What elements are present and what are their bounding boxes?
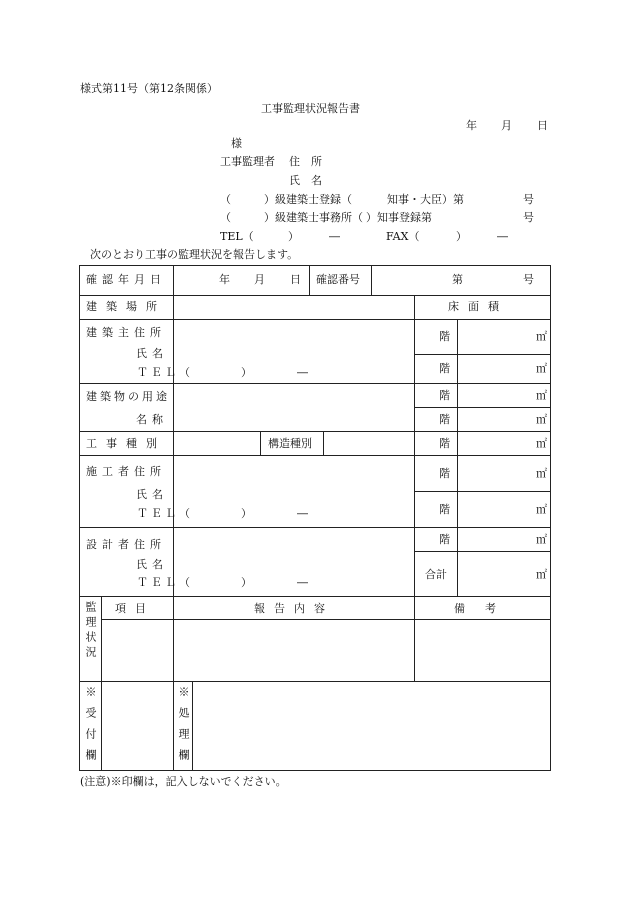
floor-label: 階 — [439, 413, 450, 426]
site-label: 建築場所 — [86, 300, 166, 313]
owner-tel-close: ） — [241, 366, 252, 379]
report-form-table — [79, 265, 551, 771]
area-unit: ㎡ — [536, 568, 547, 581]
area-unit: ㎡ — [536, 533, 547, 546]
area-unit: ㎡ — [536, 413, 547, 426]
floor-label: 階 — [439, 533, 450, 546]
footer-note: (注意)※印欄は，記入しないでください。 — [80, 775, 287, 788]
area-unit: ㎡ — [536, 389, 547, 402]
tel-close: ） — [288, 230, 299, 243]
bldg-name-label: 名称 — [136, 413, 168, 426]
designer-tel-close: ） — [241, 576, 252, 589]
registration-line1-c: 号 — [523, 193, 534, 206]
report-header: 報告内容 — [254, 602, 334, 615]
registration-line1-b: 知事・大臣）第 — [387, 193, 464, 206]
designer-tel-label: ＴＥＬ — [137, 576, 179, 589]
registration-line2-a: （ ）級建築士事務所（ — [220, 211, 363, 224]
intro-text: 次のとおり工事の監理状況を報告します。 — [90, 248, 299, 261]
owner-name-label: 氏名 — [136, 347, 168, 360]
item-header: 項目 — [115, 602, 155, 615]
contractor-name-label: 氏名 — [136, 488, 168, 501]
total-label: 合計 — [425, 568, 447, 581]
process-label: ※処理欄 — [177, 686, 190, 770]
floor-label: 階 — [439, 389, 450, 402]
area-unit: ㎡ — [536, 330, 547, 343]
tel-dash: ― — [329, 230, 340, 243]
designer-tel-dash: ― — [297, 576, 308, 589]
area-unit: ㎡ — [536, 437, 547, 450]
date-year: 年 — [466, 119, 477, 132]
remarks-header: 備考 — [454, 602, 516, 615]
floor-area-label: 床面積 — [448, 300, 508, 313]
document-title: 工事監理状況報告書 — [261, 102, 360, 115]
designer-address-label: 設計者住所 — [86, 538, 166, 551]
date-month: 月 — [501, 119, 512, 132]
confirm-number-label: 確認番号 — [316, 273, 360, 286]
supervisor-label: 工事監理者 — [220, 155, 275, 168]
contractor-address-label: 施工者住所 — [86, 465, 166, 478]
confirm-date-label: 確認年月日 — [86, 273, 166, 286]
registration-line1-a: （ ）級建築士登録（ — [220, 193, 352, 206]
contractor-tel-close: ） — [241, 507, 252, 520]
confirm-day: 日 — [290, 273, 301, 286]
confirm-year: 年 — [219, 273, 230, 286]
confirm-no-prefix: 第 — [452, 273, 463, 286]
area-unit: ㎡ — [536, 362, 547, 375]
contractor-tel-dash: ― — [297, 507, 308, 520]
form-number: 様式第11号（第12条関係） — [80, 82, 218, 95]
date-day: 日 — [537, 119, 548, 132]
supervisor-name-label: 氏 名 — [289, 174, 322, 187]
tel-label: TEL（ — [220, 230, 254, 243]
receipt-label: ※受付欄 — [84, 686, 97, 770]
owner-address-label: 建築主住所 — [86, 326, 166, 339]
confirm-no-suffix: 号 — [523, 273, 534, 286]
registration-line2-c: 号 — [523, 211, 534, 224]
structure-label: 構造種別 — [268, 437, 312, 450]
owner-tel-dash: ― — [297, 366, 308, 379]
floor-label: 階 — [439, 362, 450, 375]
contractor-tel-open: （ — [179, 507, 190, 520]
confirm-month: 月 — [254, 273, 265, 286]
fax-dash: ― — [497, 230, 508, 243]
fax-close: ） — [456, 230, 467, 243]
designer-name-label: 氏名 — [136, 558, 168, 571]
registration-line2-b: ）知事登録第 — [366, 211, 432, 224]
fax-label: FAX（ — [386, 230, 420, 243]
contractor-tel-label: ＴＥＬ — [137, 507, 179, 520]
floor-label: 階 — [439, 503, 450, 516]
owner-tel-label: ＴＥＬ — [137, 366, 179, 379]
floor-label: 階 — [439, 467, 450, 480]
designer-tel-open: （ — [179, 576, 190, 589]
supervision-label: 監理状況 — [84, 601, 97, 661]
floor-label: 階 — [439, 437, 450, 450]
area-unit: ㎡ — [536, 503, 547, 516]
use-label: 建築物の用途 — [86, 390, 170, 403]
floor-label: 階 — [439, 330, 450, 343]
addressee-suffix: 様 — [231, 137, 242, 150]
work-type-label: 工事種別 — [86, 437, 166, 450]
area-unit: ㎡ — [536, 467, 547, 480]
owner-tel-open: （ — [179, 366, 190, 379]
supervisor-address-label: 住 所 — [289, 155, 322, 168]
